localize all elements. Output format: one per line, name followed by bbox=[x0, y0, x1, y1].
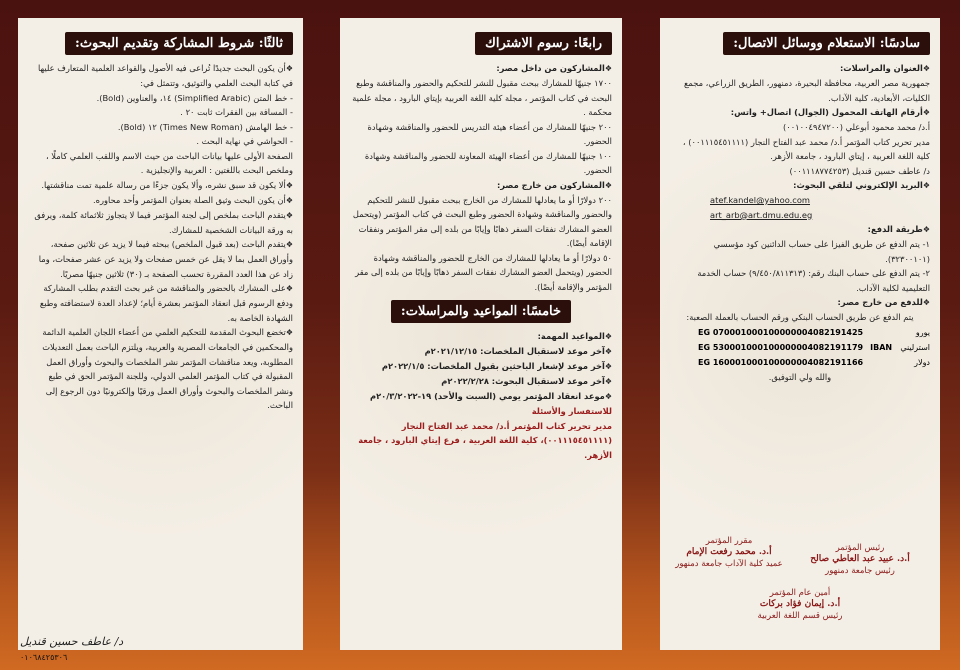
inside-fee-2: ٢٠٠ جنيهًا للمشارك من أعضاء هيئة التدريس للحضور والمناقشة وشهادة الحضور. bbox=[367, 121, 612, 147]
payment-1: ١- يتم الدفع عن طريق الفيزا على حساب الدائنين كود مؤسسي (٣٢٣٠٠١٠١). bbox=[713, 239, 930, 264]
outside-fee-1: ٢٠٠ دولارًا أو ما يعادلها للمشارك من الخارج ببحث مقبول للنشر للتحكيم والحضور والمناقشة وشهادة الحضور وطبع البحث في كتاب المؤتمر (ويتحمل العضو المشارك نفقات السفر ذهابًا وإيابًا من بلده إلى مقر المؤتمر ونفقات الإقامة أيضًا). bbox=[352, 194, 612, 249]
handwritten-signature: د/ عاطف حسين قنديل bbox=[20, 635, 124, 648]
condition-6: ❖ على المشارك بالحضور والمناقشة من غير بحث التقدم بطلب المشاركة ودفع الرسوم قبل انعقاد المؤتمر بعشرة أيام؛ لإعداد العدة لاستضافته وطبع الشهادة الخاصة به. bbox=[28, 281, 293, 325]
iban-number: EG 530001000100000004082191179 bbox=[698, 342, 864, 352]
date-conference: ❖ موعد انعقاد المؤتمر يومي (السبت والأحد) ١٩-٢٠/٣/٢٠٢٢م bbox=[350, 389, 612, 404]
iban-currency: يورو bbox=[915, 327, 930, 337]
abroad-label: ❖ للدفع من خارج مصر: bbox=[670, 295, 930, 310]
signature-secretary bbox=[730, 588, 870, 622]
iban-number: EG 070001000100000004082191425 bbox=[698, 327, 864, 337]
date-papers: ❖ آخر موعد لاستقبال البحوث: ٢٠٢٢/٢/٢٨م bbox=[350, 374, 612, 389]
address-text: جمهورية مصر العربية، محافظة البحيرة، دمنهور، الطريق الزراعي، مجمع الكليات، الأبعادية، كلية الآداب. bbox=[684, 78, 930, 103]
conditions-panel bbox=[18, 18, 303, 650]
sig-title: رئيس المؤتمر bbox=[835, 543, 885, 553]
footer-phone: ٠١٠٦٨٤٢٥٣٠٦ bbox=[20, 653, 68, 662]
phone-2: مدير تحرير كتاب المؤتمر أ.د/ محمد عبد الفتاح النجار (٠٠١١١٥٤٥١١١١) ، كلية اللغة العربية ، إيتاي البارود ، جامعة الأزهر. bbox=[682, 136, 930, 162]
email-label: ❖ البريد الإلكتروني لتلقي البحوث: bbox=[670, 178, 930, 193]
phone-1: أ.د/ محمد محمود أبوعلي (٠٠١٠٠٤٩٤٧٢٠٠) bbox=[783, 122, 930, 133]
dates-header: خامسًا: المواعيد والمراسلات: bbox=[391, 300, 571, 323]
email-1[interactable]: atef.kandel@yahoo.com bbox=[710, 195, 810, 206]
inside-fee-1: ١٧٠٠ جنيهًا للمشارك ببحث مقبول للنشر للتحكيم والحضور والمناقشة وطبع البحث في كتاب المؤتمر ، مجلة كلية اللغة العربية بإيتاي البارود ، مجلة علمية محكمة . bbox=[352, 78, 612, 118]
email-2[interactable]: art_arb@art.dmu.edu.eg bbox=[710, 209, 813, 220]
inquiry-label: للاستفسار والأسئلة bbox=[531, 406, 612, 417]
condition-2: ❖ ألا يكون قد سبق نشره، وألا يكون جزءًا من رسالة علمية تمت مناقشتها. bbox=[28, 178, 293, 193]
sig-title: مقرر المؤتمر bbox=[705, 536, 753, 546]
condition-1: ❖ أن يكون البحث جديدًا تُراعى فيه الأصول والقواعد العلمية المتعارف عليها في كتابة البحث العلمي والتوثيق، وتتمثل في: bbox=[28, 61, 293, 91]
conditions-header: ثالثًا: شروط المشاركة وتقديم البحوث: bbox=[65, 32, 293, 55]
iban-label: IBAN bbox=[870, 342, 893, 352]
contact-header: سادسًا: الاستعلام ووسائل الاتصال: bbox=[723, 32, 930, 55]
fees-panel bbox=[340, 18, 622, 650]
editor-contact: مدير تحرير كتاب المؤتمر أ.د/ محمد عبد الفتاح النجار (٠٠١١١٥٤٥١١١١)، كلية اللغة العربية ، فرع إيتاي البارود ، جامعة الأزهر. bbox=[358, 420, 612, 460]
signature-rapporteur bbox=[664, 536, 794, 570]
abroad-text: يتم الدفع عن طريق الحساب البنكي ورقم الحساب بالعملة الصعبة: bbox=[686, 312, 914, 323]
iban-number: EG 160001000100000004082191166 bbox=[698, 358, 864, 368]
outside-fee-2: ٥٠ دولارًا أو ما يعادلها للمشارك من الخارج للحضور والمناقشة وشهادة الحضور (ويتحمل العضو المشارك نفقات السفر ذهابًا وإيابًا من بلده إلى مقر المؤتمر والإقامة أيضًا). bbox=[355, 252, 612, 292]
phones-label: ❖ أرقام الهاتف المحمول (الجوال) اتصال+ واتس: bbox=[670, 105, 930, 120]
address-label: ❖ العنوان والمراسلات: bbox=[670, 61, 930, 76]
inside-label: ❖ المشاركون من داخل مصر: bbox=[350, 61, 612, 76]
sig-name: أ.د. إيمان فؤاد بركات bbox=[759, 599, 841, 610]
sig-role: رئيس قسم اللغة العربية bbox=[757, 610, 843, 621]
condition-1b: - المسافة بين الفقرات ثابت ٢٠ . bbox=[180, 107, 293, 118]
condition-1a: - خط المتن (Simplified Arabic) ١٤، والعناوين (Bold). bbox=[96, 92, 293, 103]
date-notification: ❖ آخر موعد لإشعار الباحثين بقبول الملخصات: ٢٠٢٢/١/٥م bbox=[350, 359, 612, 374]
closing-text: والله ولي التوفيق. bbox=[768, 372, 832, 383]
dates-label: ❖ المواعيد المهمة: bbox=[350, 329, 612, 344]
contact-panel bbox=[660, 18, 940, 650]
sig-role: عميد كلية الآداب جامعة دمنهور bbox=[675, 558, 783, 569]
condition-3: ❖ أن يكون البحث وثيق الصلة بعنوان المؤتمر وأحد محاوره. bbox=[28, 193, 293, 208]
condition-1c: - خط الهامش (Times New Roman) ١٢ (Bold). bbox=[117, 121, 293, 132]
iban-currency: دولار bbox=[914, 358, 930, 368]
condition-1e: الصفحة الأولى عليها بيانات الباحث من حيث الاسم واللقب العلمي كاملًا ، وملخص البحث باللغتين : العربية والإنجليزية . bbox=[45, 150, 293, 176]
condition-7: ❖ تخضع البحوث المقدمة للتحكيم العلمي من أعضاء اللجان العلمية الدائمة والمحكمين في الجامعات المصرية والعربية، ويلتزم الباحث بعمل التعديلات المطلوبة، ويعد مناقشات المؤتمر نشر الملخصات والبحوث وأوراق العمل المقبولة في كتاب المؤتمر العلمي الدولي، وللجنة المؤتمر الحق في طبع ونشر الملخصات والبحوث وأوراق العمل ورقيًا وإلكترونيًا دون الرجوع إلى الباحث. bbox=[28, 325, 293, 413]
sig-title: أمين عام المؤتمر bbox=[769, 588, 831, 598]
iban-table bbox=[670, 325, 930, 371]
condition-1d: - الحواشي في نهاية البحث . bbox=[196, 136, 293, 147]
phone-3: د/ عاطف حسين قنديل (٠٠١١١٨٧٧٤٢٥٣) bbox=[789, 165, 930, 176]
sig-role: رئيس جامعة دمنهور bbox=[825, 565, 895, 576]
iban-row bbox=[670, 340, 930, 355]
iban-row bbox=[670, 325, 930, 340]
payment-2: ٢- يتم الدفع على حساب البنك رقم: (٩/٤٥٠/٨١١٣١٣) حساب الخدمة التعليمية لكلية الآداب. bbox=[697, 268, 930, 293]
sig-name: أ.د. عبيد عبد العاطي صالح bbox=[810, 554, 910, 565]
fees-header: رابعًا: رسوم الاشتراك bbox=[475, 32, 612, 55]
date-abstracts: ❖ آخر موعد لاستقبال الملخصات: ٢٠٢١/١٢/١٥م bbox=[350, 344, 612, 359]
sig-name: أ.د. محمد رفعت الإمام bbox=[686, 547, 772, 558]
payment-label: ❖ طريقة الدفع: bbox=[670, 222, 930, 237]
signature-chair bbox=[790, 543, 930, 577]
outside-label: ❖ المشاركون من خارج مصر: bbox=[350, 178, 612, 193]
inside-fee-3: ١٠٠ جنيهًا للمشارك من أعضاء الهيئة المعاونة للحضور والمناقشة وشهادة الحضور. bbox=[364, 150, 612, 176]
iban-row bbox=[670, 355, 930, 370]
iban-currency: استرليني bbox=[900, 342, 930, 352]
condition-5: ❖ يتقدم الباحث (بعد قبول الملخص) ببحثه فيما لا يزيد عن ثلاثين صفحة، وأوراق العمل بما لا يقل عن خمس صفحات ولا يزيد عن عشر صفحات، وما زاد عن هذا العدد المقررة تحسب الصفحة بـ (٣٠) ثلاثين جنيهًا مصريًا. bbox=[28, 237, 293, 281]
condition-4: ❖ يتقدم الباحث بملخص إلى لجنة المؤتمر فيما لا يتجاوز ثلاثمائة كلمة، ويرفق به ورقة البيانات الشخصية للمشارك. bbox=[28, 208, 293, 238]
